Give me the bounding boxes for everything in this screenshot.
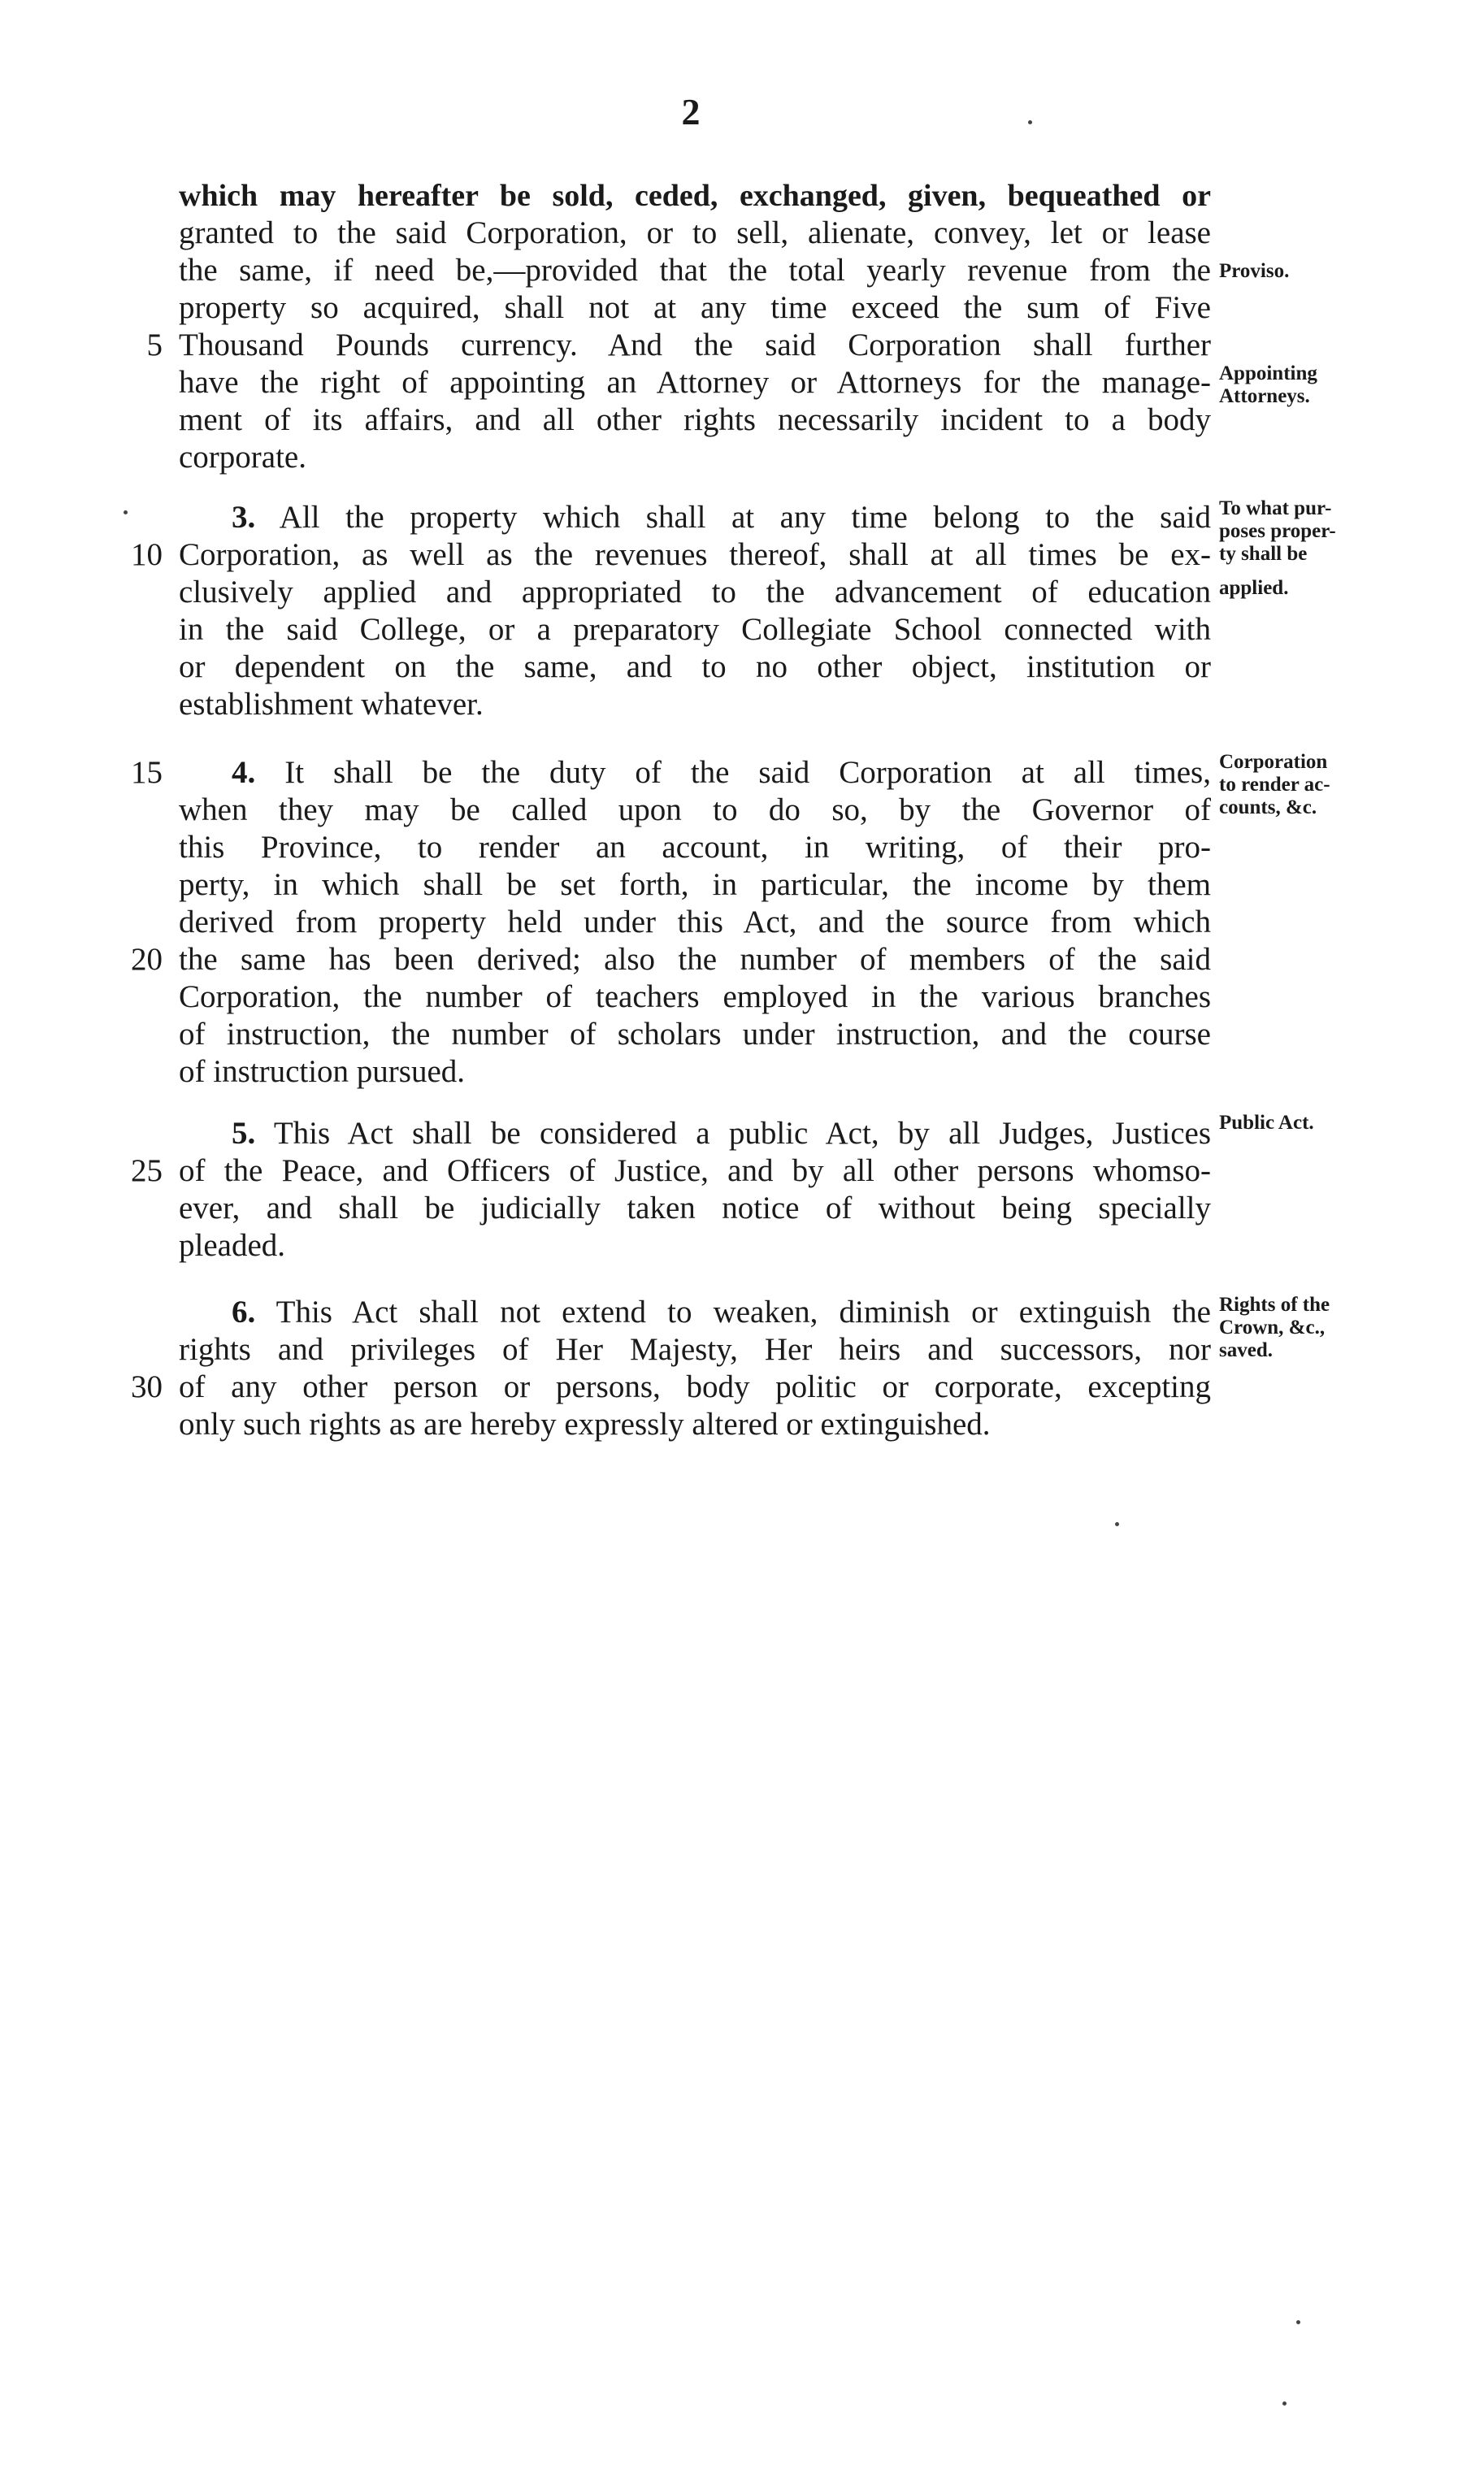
text-line: when they may be called upon to do so, by the Governor of xyxy=(179,792,1211,827)
text-line: which may hereafter be sold, ceded, exchanged, given, bequeathed or xyxy=(179,179,1211,213)
margin-note-line: poses proper- xyxy=(1219,520,1336,542)
page-speck xyxy=(124,510,128,514)
margin-note-line: ty shall be xyxy=(1219,543,1308,565)
line-number: 20 xyxy=(131,942,163,977)
text-line: clusively applied and appropriated to the advancement of education xyxy=(179,575,1211,610)
line-number: 10 xyxy=(131,537,163,572)
section-number: 6. xyxy=(232,1295,256,1330)
page-speck xyxy=(1282,2401,1287,2406)
text-line: ment of its affairs, and all other rights necessarily incident to a body xyxy=(179,402,1211,437)
text-line: rights and privileges of Her Majesty, Her heirs and successors, nor xyxy=(179,1332,1211,1367)
margin-note-line: to render ac- xyxy=(1219,774,1330,796)
text-line: only such rights as are hereby expressly altered or extinguished. xyxy=(179,1407,991,1442)
margin-note-line: Corporation xyxy=(1219,751,1328,773)
text-line: perty, in which shall be set forth, in particular, the income by them xyxy=(179,867,1211,902)
text-line: this Province, to render an account, in writing, of their pro- xyxy=(179,830,1211,865)
text-line: Corporation, as well as the revenues thereof, shall at all times be ex- xyxy=(179,537,1211,572)
section-number: 5. xyxy=(232,1116,256,1151)
text-line: the same, if need be,—provided that the total yearly revenue from the xyxy=(179,253,1211,288)
page-speck xyxy=(1115,1522,1119,1526)
margin-note-line: To what pur- xyxy=(1219,497,1332,519)
line-number: 15 xyxy=(131,755,163,790)
line-number: 30 xyxy=(131,1369,163,1404)
text-line: the same has been derived; also the number of members of the said xyxy=(179,942,1211,977)
text-line: corporate. xyxy=(179,440,306,475)
page-number: 2 xyxy=(681,91,701,132)
line-number: 25 xyxy=(131,1153,163,1188)
margin-note-line: Attorneys. xyxy=(1219,385,1310,407)
margin-note-line: Crown, &c., xyxy=(1219,1317,1326,1338)
text-line: have the right of appointing an Attorney or Attorneys for the manage- xyxy=(179,365,1211,400)
section-number: 4. xyxy=(232,755,256,790)
margin-note-line: Rights of the xyxy=(1219,1294,1330,1316)
text-line: of instruction, the number of scholars under instruction, and the course xyxy=(179,1017,1211,1052)
margin-note-line: counts, &c. xyxy=(1219,796,1317,818)
text-line: ever, and shall be judicially taken notice of without being specially xyxy=(179,1191,1211,1226)
text-line: Thousand Pounds currency. And the said Corporation shall further xyxy=(179,328,1211,362)
margin-note-line: Public Act. xyxy=(1219,1112,1314,1134)
margin-note-line: Proviso. xyxy=(1219,260,1290,282)
text-line: derived from property held under this Act, and the source from which xyxy=(179,905,1211,939)
page-speck xyxy=(1296,2320,1300,2324)
line-number: 5 xyxy=(146,328,163,362)
text-line: 5. This Act shall be considered a public Act, by all Judges, Justices xyxy=(232,1116,1211,1151)
text-line: granted to the said Corporation, or to sell, alienate, convey, let or lease xyxy=(179,215,1211,250)
text-line: property so acquired, shall not at any time exceed the sum of Five xyxy=(179,290,1211,325)
text-line: establishment whatever. xyxy=(179,687,484,722)
margin-note-line: Appointing xyxy=(1219,362,1317,384)
margin-note-line: saved. xyxy=(1219,1339,1273,1361)
text-line: in the said College, or a preparatory Collegiate School connected with xyxy=(179,612,1211,647)
text-line: Corporation, the number of teachers employed in the various branches xyxy=(179,979,1211,1014)
margin-note-line: applied. xyxy=(1219,577,1289,599)
text-line: pleaded. xyxy=(179,1228,286,1263)
text-line: 3. All the property which shall at any time belong to the said xyxy=(232,500,1211,535)
text-line: of any other person or persons, body politic or corporate, excepting xyxy=(179,1369,1211,1404)
text-line: of the Peace, and Officers of Justice, and by all other persons whomso- xyxy=(179,1153,1211,1188)
text-line: or dependent on the same, and to no other object, institution or xyxy=(179,649,1211,684)
text-line: 4. It shall be the duty of the said Corporation at all times, xyxy=(232,755,1211,790)
text-line: of instruction pursued. xyxy=(179,1054,466,1089)
text-line: 6. This Act shall not extend to weaken, diminish or extinguish the xyxy=(232,1295,1211,1330)
section-number: 3. xyxy=(232,500,256,535)
page-speck xyxy=(1028,120,1032,124)
